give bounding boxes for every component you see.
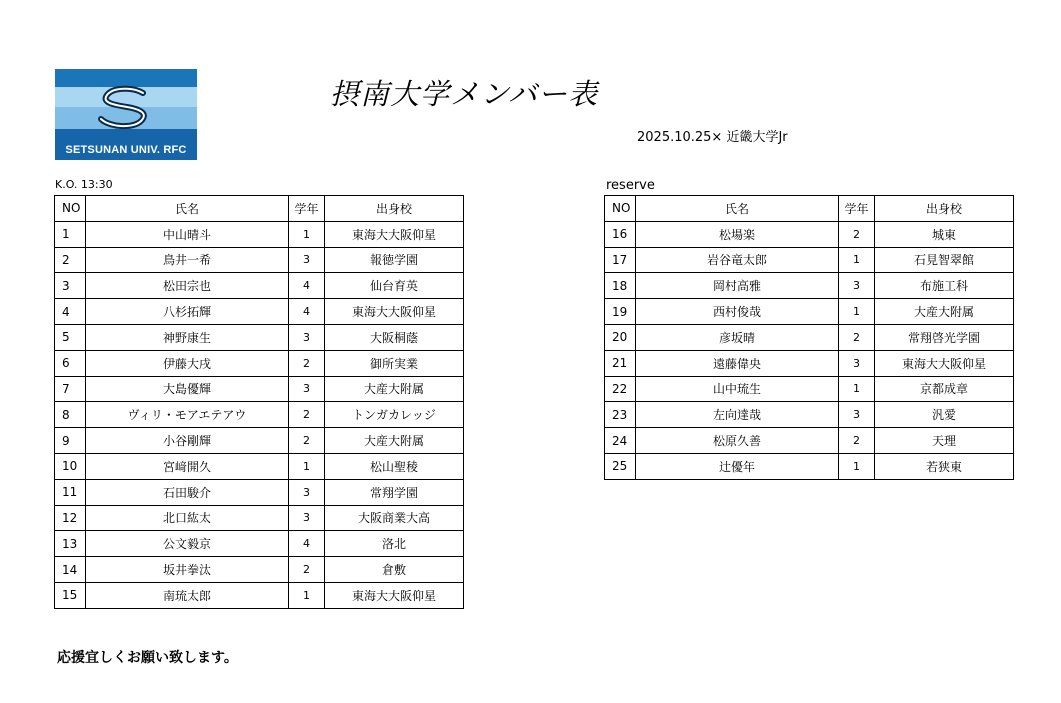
cell-no: 24	[605, 428, 636, 454]
table-row	[605, 402, 1014, 428]
table-row	[55, 299, 464, 325]
table-row	[55, 247, 464, 273]
cell-school: 東海大大阪仰星	[325, 221, 464, 247]
cell-school: 汎愛	[875, 402, 1014, 428]
cell-name: 松田宗也	[86, 273, 289, 299]
cell-grade: 3	[289, 324, 325, 350]
cell-school: 常翔啓光学園	[875, 324, 1014, 350]
cell-no: 4	[55, 299, 86, 325]
header-no: NO	[55, 196, 86, 222]
cell-name: 八杉拓輝	[86, 299, 289, 325]
reserves-table	[604, 195, 1014, 480]
cell-school: 大産大附属	[325, 428, 464, 454]
table-row	[55, 479, 464, 505]
cell-grade: 1	[839, 453, 875, 479]
cell-school: 石見智翠館	[875, 247, 1014, 273]
cell-no: 17	[605, 247, 636, 273]
cell-school: 若狭東	[875, 453, 1014, 479]
table-header-row	[55, 196, 464, 222]
cell-name: 鳥井一希	[86, 247, 289, 273]
cell-no: 10	[55, 453, 86, 479]
cell-school: 大産大附属	[325, 376, 464, 402]
table-row	[55, 402, 464, 428]
cell-name: 遠藤偉央	[636, 350, 839, 376]
cell-name: 山中琉生	[636, 376, 839, 402]
cell-no: 19	[605, 299, 636, 325]
cell-grade: 3	[289, 376, 325, 402]
cell-name: 岩谷竜太郎	[636, 247, 839, 273]
cell-name: 公文毅京	[86, 531, 289, 557]
cell-grade: 3	[839, 402, 875, 428]
cell-grade: 1	[289, 453, 325, 479]
table-row	[55, 428, 464, 454]
cell-school: 松山聖稜	[325, 453, 464, 479]
cell-name: 南琉太郎	[86, 582, 289, 608]
cell-name: 西村俊哉	[636, 299, 839, 325]
table-row	[55, 221, 464, 247]
header-school: 出身校	[875, 196, 1014, 222]
closing-message: 応援宜しくお願い致します。	[57, 650, 238, 666]
cell-school: トンガカレッジ	[325, 402, 464, 428]
cell-grade: 3	[839, 273, 875, 299]
kickoff-time: K.O. 13:30	[55, 178, 113, 191]
header-school: 出身校	[325, 196, 464, 222]
cell-no: 8	[55, 402, 86, 428]
cell-name: 左向達哉	[636, 402, 839, 428]
cell-name: 松原久善	[636, 428, 839, 454]
table-row	[605, 324, 1014, 350]
cell-grade: 1	[839, 299, 875, 325]
logo-s-emblem-icon	[93, 85, 159, 131]
team-logo	[55, 69, 197, 160]
cell-grade: 3	[289, 505, 325, 531]
cell-grade: 2	[289, 428, 325, 454]
table-header-row	[605, 196, 1014, 222]
table-row	[55, 531, 464, 557]
cell-name: 小谷剛輝	[86, 428, 289, 454]
cell-school: 城東	[875, 221, 1014, 247]
table-row	[55, 453, 464, 479]
cell-school: 布施工科	[875, 273, 1014, 299]
match-info: 2025.10.25× 近畿大学Jr	[637, 130, 788, 145]
cell-name: 中山晴斗	[86, 221, 289, 247]
cell-no: 23	[605, 402, 636, 428]
table-row	[55, 557, 464, 583]
cell-grade: 2	[289, 557, 325, 583]
cell-grade: 4	[289, 531, 325, 557]
cell-name: ヴィリ・モアエテアウ	[86, 402, 289, 428]
cell-grade: 1	[839, 247, 875, 273]
cell-school: 常翔学園	[325, 479, 464, 505]
cell-no: 13	[55, 531, 86, 557]
cell-grade: 3	[839, 350, 875, 376]
table-row	[605, 428, 1014, 454]
cell-school: 天理	[875, 428, 1014, 454]
cell-school: 大阪商業大高	[325, 505, 464, 531]
cell-no: 21	[605, 350, 636, 376]
header-name: 氏名	[636, 196, 839, 222]
cell-grade: 2	[839, 428, 875, 454]
cell-no: 16	[605, 221, 636, 247]
starters-table	[54, 195, 464, 609]
header-no: NO	[605, 196, 636, 222]
cell-school: 洛北	[325, 531, 464, 557]
cell-no: 25	[605, 453, 636, 479]
cell-no: 18	[605, 273, 636, 299]
table-row	[605, 299, 1014, 325]
cell-no: 22	[605, 376, 636, 402]
cell-no: 14	[55, 557, 86, 583]
table-row	[55, 324, 464, 350]
cell-name: 伊藤大戌	[86, 350, 289, 376]
table-row	[605, 221, 1014, 247]
cell-school: 報徳学園	[325, 247, 464, 273]
cell-school: 大産大附属	[875, 299, 1014, 325]
cell-no: 12	[55, 505, 86, 531]
cell-grade: 2	[289, 350, 325, 376]
table-row	[605, 350, 1014, 376]
table-row	[605, 453, 1014, 479]
cell-school: 東海大大阪仰星	[325, 582, 464, 608]
cell-no: 2	[55, 247, 86, 273]
cell-no: 20	[605, 324, 636, 350]
cell-no: 7	[55, 376, 86, 402]
table-row	[55, 505, 464, 531]
cell-no: 1	[55, 221, 86, 247]
cell-school: 御所実業	[325, 350, 464, 376]
cell-grade: 4	[289, 299, 325, 325]
cell-no: 15	[55, 582, 86, 608]
cell-school: 東海大大阪仰星	[325, 299, 464, 325]
cell-name: 松場楽	[636, 221, 839, 247]
cell-school: 大阪桐蔭	[325, 324, 464, 350]
cell-school: 東海大大阪仰星	[875, 350, 1014, 376]
cell-no: 9	[55, 428, 86, 454]
table-row	[605, 247, 1014, 273]
cell-grade: 2	[839, 324, 875, 350]
cell-grade: 3	[289, 479, 325, 505]
header-name: 氏名	[86, 196, 289, 222]
cell-school: 倉敷	[325, 557, 464, 583]
page-title: 摂南大学メンバー表	[330, 77, 598, 111]
cell-name: 彦坂晴	[636, 324, 839, 350]
table-row	[55, 350, 464, 376]
cell-grade: 4	[289, 273, 325, 299]
cell-no: 3	[55, 273, 86, 299]
cell-name: 石田駿介	[86, 479, 289, 505]
table-row	[605, 376, 1014, 402]
cell-name: 辻優年	[636, 453, 839, 479]
cell-grade: 2	[289, 402, 325, 428]
cell-name: 岡村高雅	[636, 273, 839, 299]
cell-grade: 1	[289, 582, 325, 608]
table-row	[605, 273, 1014, 299]
cell-school: 仙台育英	[325, 273, 464, 299]
table-row	[55, 273, 464, 299]
table-row	[55, 376, 464, 402]
cell-no: 5	[55, 324, 86, 350]
reserve-label: reserve	[606, 178, 655, 193]
cell-name: 宮﨑開久	[86, 453, 289, 479]
logo-text: SETSUNAN UNIV. RFC	[65, 144, 187, 156]
cell-grade: 1	[839, 376, 875, 402]
cell-school: 京都成章	[875, 376, 1014, 402]
cell-name: 北口紘太	[86, 505, 289, 531]
cell-no: 6	[55, 350, 86, 376]
cell-name: 坂井拳汰	[86, 557, 289, 583]
header-grade: 学年	[839, 196, 875, 222]
cell-grade: 1	[289, 221, 325, 247]
table-row	[55, 582, 464, 608]
cell-name: 神野康生	[86, 324, 289, 350]
header-grade: 学年	[289, 196, 325, 222]
cell-grade: 2	[839, 221, 875, 247]
cell-name: 大島優輝	[86, 376, 289, 402]
cell-grade: 3	[289, 247, 325, 273]
cell-no: 11	[55, 479, 86, 505]
